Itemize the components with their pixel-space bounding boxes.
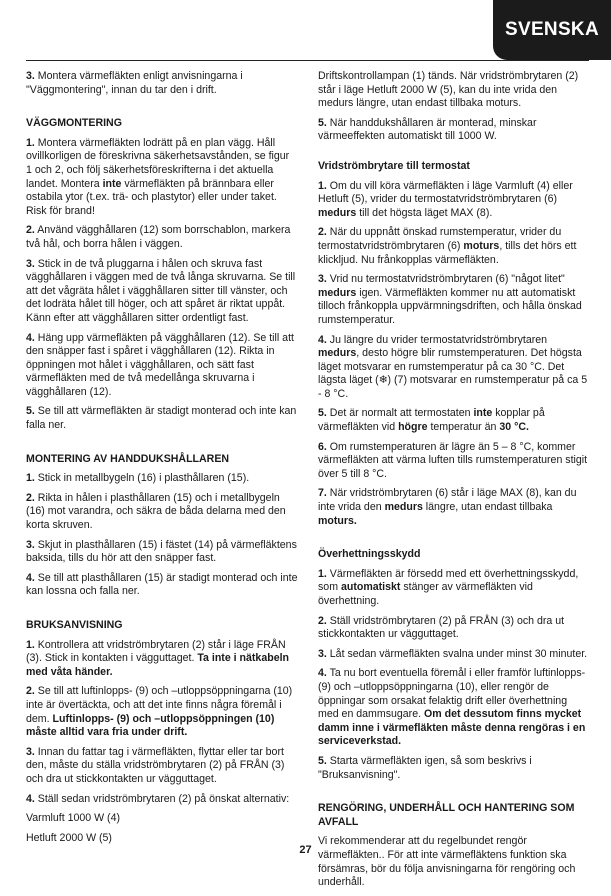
step-text: Skjut in plasthållaren (15) i fästet (14) på värmefläktens baksida, tills du hör att den snäpper fast. [26,538,297,565]
step-number: 1. [318,179,327,192]
overheat-step-4 [318,667,590,749]
thermo-step-5 [318,407,590,434]
step-number: 2. [26,491,35,504]
wall-heading: VÄGGMONTERING [26,117,122,130]
intro-paragraph [26,70,298,97]
step-text: , desto högre blir rumstemperaturen. Det högsta läget motsvarar en rumstemperatur på ca 30 °C. Det lägsta läget ( [318,347,582,387]
thermo-step-4 [318,334,590,402]
overheat-heading: Överhettningsskydd [318,548,421,561]
cleaning-text: Vi rekommenderar att du regelbundet rengör värmefläkten.. För att inte värmefläktens funktion ska försämras, bör du följa anvisningarna för rengöring och underhåll. [318,835,576,889]
step-number: 5. [318,754,327,767]
step-number: 2. [26,685,35,698]
usage-step-5 [318,117,590,144]
step-text: Ställ sedan vridströmbrytaren (2) på önskat alternativ: [34,792,290,805]
cleaning-heading: RENGÖRING, UNDERHÅLL OCH HANTERING SOM AVFALL [318,802,575,828]
emphasis-text: medurs [318,286,357,299]
step-text: ) (7) motsvarar en rumstemperatur på ca 5 - 8 °C. [318,374,588,400]
step-number: 1. [26,472,35,485]
step-text: Värmefläkten är försedd med ett överhettningsskydd, som [318,567,579,594]
step-number: 3. [26,70,35,82]
usage-step-2 [26,685,298,739]
thermo-step-3 [318,273,590,327]
step-text: Kontrollera att vridströmbrytaren (2) står i läge FRÅN (3). Stick in kontakten i vägguttaget. [26,638,286,665]
step-number: 1. [318,567,327,580]
step-text: Montera värmefläkten enligt anvisningarna i "Väggmontering", innan du tar den i drift. [26,70,243,96]
wall-step-2 [26,224,298,251]
step-number: 5. [318,407,327,420]
emphasis-text: Ta inte i nätkabeln med våta händer. [26,652,289,678]
emphasis-text: moturs [463,239,500,252]
usage-heading: BRUKSANVISNING [26,619,123,631]
emphasis-text: medurs [318,206,357,219]
usage-step-4 [26,793,298,807]
emphasis-text: högre [398,421,428,434]
right-column [318,70,590,896]
towel-heading: MONTERING AV HANDDUKSHÅLLAREN [26,452,230,465]
step-number: 1. [26,638,35,651]
overheat-step-1 [318,568,590,609]
step-text: Ställ vridströmbrytaren (2) på FRÅN (3) och dra ut stickkontakten ur vägguttaget. [318,614,565,641]
emphasis-text: 30 °C. [499,421,529,434]
usage-option-1: Varmluft 1000 W (4) [26,812,120,825]
usage-option-2: Hetluft 2000 W (5) [26,831,112,844]
emphasis-text: medurs [384,501,423,514]
thermo-step-1 [318,180,590,221]
snowflake-icon: ❄ [378,374,388,387]
step-text: När du uppnått önskad rumstemperatur, vrider du termostatvridströmbrytaren (6) [318,226,562,252]
step-number: 2. [26,224,35,237]
thermo-step-2 [318,226,590,267]
step-number: 7. [318,487,327,500]
step-text: Stick in de två pluggarna i hålen och skruva fast vägghållaren i väggen med de två långa skruvarna. Se till att det vågräta hålet i vägghållaren sitter till vänster, och det lodräta hålet till höger, och att spåret är riktat uppåt. Känn efter att vägghållaren sitter ordentligt fast. [26,257,296,324]
emphasis-text: Om det dessutom finns mycket damm inne i värmefläkten måste denna rengöras i en serviceverkstad. [318,708,586,748]
step-number: 2. [318,226,327,239]
step-number: 4. [318,333,327,346]
towel-step-3 [26,539,298,566]
emphasis-text: inte [102,177,122,190]
left-column [26,70,298,851]
towel-step-4 [26,572,298,599]
step-text: Se till att luftinlopps- (9) och –utloppsöppningarna (10) inte är övertäckta, och att det inte finns några föremål i dem. [26,685,293,725]
step-text: Om du vill köra värmefläkten i läge Varmluft (4) eller Hetluft (5), vrider du termostatvridströmbrytaren (6) [318,179,573,206]
step-number: 3. [318,647,327,660]
step-number: 3. [26,745,35,758]
step-text: igen. Värmefläkten kommer nu att automatiskt tilloch frånkoppla uppvärmningsdriften, och hålla önskad rumstemperatur. [318,286,582,326]
step-number: 4. [26,331,35,344]
step-text: Låt sedan värmefläkten svalna under minst 30 minuter. [326,647,588,660]
thermo-step-7 [318,487,590,528]
thermo-heading: Vridströmbrytare till termostat [318,159,470,172]
step-text: Se till att värmefläkten är stadigt monterad och inte kan falla ner. [26,405,297,432]
step-text: Ta nu bort eventuella föremål i eller framför luftinlopps- (9) och –utloppsöppningarna (10), eller rengör de öppningar som orsakat felaktig drift eller överhettning med en dammsugare. [318,667,586,721]
step-text: Vrid nu termostatvridströmbrytaren (6) "något litet" [326,273,565,286]
overheat-step-2 [318,615,590,642]
language-label: SVENSKA [505,19,599,40]
step-number: 2. [318,614,327,627]
step-number: 3. [318,273,327,286]
language-tab [493,0,611,60]
overheat-step-3 [318,648,590,662]
step-number: 6. [318,440,327,453]
thermo-step-6 [318,441,590,482]
towel-step-2 [26,492,298,533]
step-number: 4. [26,792,35,805]
step-text: temperatur än [427,421,500,434]
towel-step-1 [26,472,298,486]
step-number: 5. [318,116,327,129]
step-text: Använd vägghållaren (12) som borrschablon, markera två hål, och borra hålen i väggen. [26,224,291,250]
step-text: Innan du fattar tag i värmefläkten, flyttar eller tar bort den, måste du ställa vridströmbrytaren (2) på FRÅN (3) och dra ut stickkontakten ur vägguttaget. [26,745,285,785]
step-text: När vridströmbrytaren (6) står i läge MAX (8), kan du inte vrida den [318,487,577,514]
step-text: Montera värmefläkten lodrätt på en plan vägg. Håll ovillkorligen de föreskrivna säkerhetsavstånden, se figur 1 och 2, och följ säkerhetsföreskrifterna i det aktuella landet. Montera [26,136,290,190]
step-text: Se till att plasthållaren (15) är stadigt monterad och inte kan lossna och falla ner. [26,571,298,598]
step-text: När handdukshållaren är monterad, minskar värmeeffekten automatiskt till 1000 W. [318,116,537,143]
wall-step-5 [26,405,298,432]
step-text: Ju längre du vrider termostatvridströmbrytaren [326,333,548,346]
usage-step-3 [26,746,298,787]
step-text: stänger av värmefläkten vid överhettning. [318,581,533,607]
step-text: till det högsta läget MAX (8). [356,206,493,219]
step-text: , tills det hörs ett klickljud. Nu frånkopplas värmefläkten. [318,239,577,266]
overheat-step-5 [318,755,590,782]
step-number: 1. [26,136,35,149]
page-number: 27 [299,844,312,856]
wall-step-4 [26,332,298,400]
step-text: Stick in metallbygeln (16) i plasthållaren (15). [34,472,250,485]
emphasis-text: moturs. [318,514,357,527]
usage-continuation: Driftskontrollampan (1) tänds. När vridströmbrytaren (2) står i läge Hetluft 2000 W (5), kan du inte vrida den medurs längre, utan endast tillbaka moturs. [318,70,579,110]
wall-step-1 [26,137,298,219]
step-number: 3. [26,257,35,270]
usage-step-1 [26,639,298,680]
wall-step-3 [26,258,298,326]
emphasis-text: automatiskt [340,581,401,594]
step-text: Det är normalt att termostaten [326,407,474,420]
step-text: Om rumstemperaturen är lägre än 5 – 8 °C, kommer värmefläkten att värma luften tills rumstemperaturen stigit över 5 till 8 °C. [318,440,588,480]
step-text: Häng upp värmefläkten på vägghållaren (12). Se till att den snäpper fast i spåret i vägghållaren (12). Rikta in öppningen mot hålet i vägghållaren, och sätt fast värmefläkten med de två medellånga skruvarna i vägghållaren (12). [26,331,294,398]
emphasis-text: Luftinlopps- (9) och –utloppsöppningen (10) måste alltid vara fria under drift. [26,712,275,739]
header-rule [26,60,589,61]
step-text: värmefläkten på brännbara eller ostabila ytor (t.ex. trä- och plastytor) eller under taket. Risk för brand! [26,177,277,217]
emphasis-text: inte [473,407,493,420]
step-number: 3. [26,538,35,551]
step-text: kopplar på värmefläkten vid [318,407,545,434]
step-number: 4. [26,571,35,584]
step-text: Starta värmefläkten igen, så som beskrivs i "Bruksanvisning". [318,754,532,781]
step-text: Rikta in hålen i plasthållaren (15) och i metallbygeln (16) mot varandra, och säkra de båda delarna med den korta skruven. [26,491,286,532]
step-text: längre, utan endast tillbaka [422,501,553,514]
step-number: 5. [26,405,35,418]
emphasis-text: medurs [318,347,357,360]
step-number: 4. [318,667,327,680]
